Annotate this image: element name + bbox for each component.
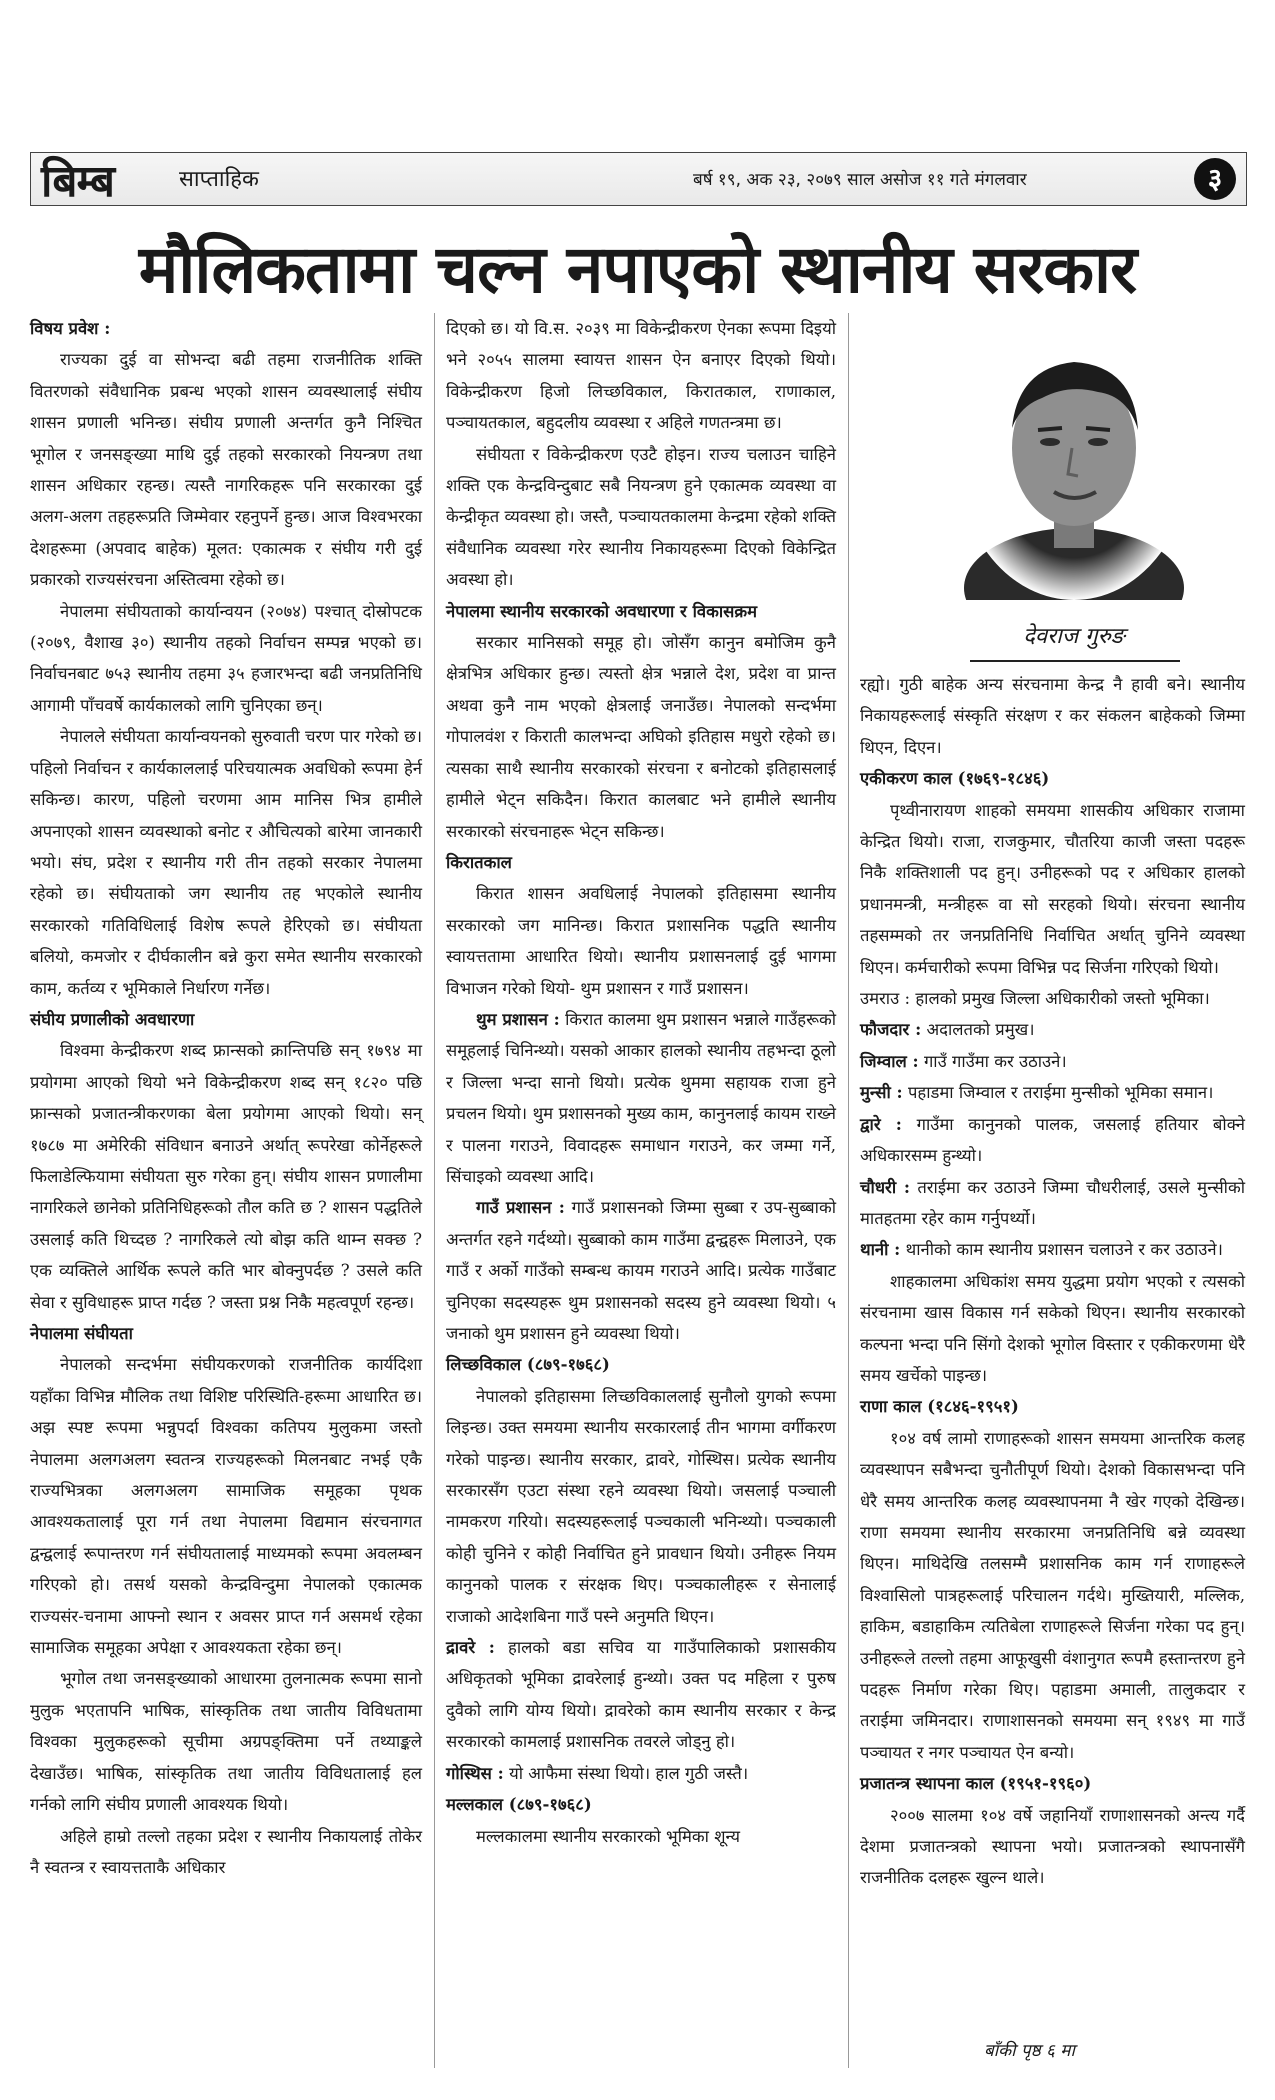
term-text: गाउँ गाउँमा कर उठाउने। xyxy=(923,1051,1067,1071)
paragraph: अहिले हाम्रो तल्लो तहका प्रदेश र स्थानीय निकायलाई तोकेर नै स्वतन्त्र र स्वायत्तताकै अधिकार xyxy=(30,1826,422,1877)
term-text: हालको बडा सचिव या गाउँपालिकाको प्रशासकीय अधिकृतको भूमिका द्रावरेलाई हुन्थ्यो। उक्त पद महिला र पुरुष दुवैको लागि योग्य थियो। द्रावरेको काम स्थानीय सरकार र केन्द्र सरकारको कामलाई प्रशासनिक तवरले जोड्नु हो। xyxy=(446,1638,836,1752)
paragraph-jimwal xyxy=(860,1046,1245,1077)
paragraph: राज्यका दुई वा सोभन्दा बढी तहमा राजनीतिक शक्ति वितरणको संवैधानिक प्रबन्ध भएको शासन व्यवस्थालाई संघीय शासन प्रणाली भनिन्छ। संघीय प्रणाली अन्तर्गत कुनै निश्चित भूगोल र जनसङ्ख्या माथि दुई तहको सरकारको नियन्त्रण तथा शासन अधिकार रहन्छ। त्यस्तै नागरिकहरू पनि सरकारका दुई अलग-अलग तहहरूप्रति जिम्मेवार रहनुपर्ने हुन्छ। आज विश्वभरका देशहरूमा (अपवाद बाहेक) मूलत: एकात्मक र संघीय गरी दुई प्रकारको राज्यसंरचना अस्तित्वमा रहेको छ। xyxy=(30,350,422,590)
column-divider xyxy=(848,313,849,2068)
paragraph: नेपालमा संघीयताको कार्यान्वयन (२०७४) पश्चात् दोस्रोपटक (२०७९, वैशाख ३०) स्थानीय तहको निर्वाचन सम्पन्न भएको छ। निर्वाचनबाट ७५३ स्थानीय तहमा ३५ हजारभन्दा बढी जनप्रतिनिधि आगामी पाँचवर्षे कार्यकालको लागि चुनिएका छन्। xyxy=(30,601,422,715)
section-heading-democracy: प्रजातन्त्र स्थापना काल (१९५१-१९६०) xyxy=(860,1773,1092,1794)
term-text: पहाडमा जिम्वाल र तराईमा मुन्सीको भूमिका समान। xyxy=(907,1083,1214,1103)
paragraph: मल्लकालमा स्थानीय सरकारको भूमिका शून्य xyxy=(476,1826,741,1846)
paragraph: नेपालको इतिहासमा लिच्छविकाललाई सुनौलो युगको रूपमा लिइन्छ। उक्त समयमा स्थानीय सरकारलाई तीन भागमा वर्गीकरण गरेको पाइन्छ। स्थानीय सरकार, द्रावरे, गोस्थिस। प्रत्येक स्थानीय सरकारसँग एउटा संस्था रहने व्यवस्था थियो। जसलाई पञ्चाली नामकरण गरियो। सदस्यहरूलाई पञ्चकाली भनिन्थ्यो। पञ्चकाली कोही चुनिने र कोही निर्वाचित हुने प्रावधान थियो। उनीहरू नियम कानुनको पालक र संरक्षक थिए। पञ्चकालीहरू र सेनालाई राजाको आदेशबिना गाउँ पस्ने अनुमति थिएन। xyxy=(446,1386,836,1626)
paragraph: उमराउ : हालको प्रमुख जिल्ला अधिकारीको जस्तो भूमिका। xyxy=(860,989,1210,1009)
term-label: गोस्थिस : xyxy=(446,1762,504,1783)
paragraph-faujdar xyxy=(860,1014,1245,1045)
term-text: तराईमा कर उठाउने जिम्मा चौधरीलाई, उसले मुन्सीको मातहतमा रहेर काम गर्नुपर्थ्यो। xyxy=(860,1177,1245,1228)
section-heading-intro: विषय प्रवेश : xyxy=(30,318,111,338)
paragraph-gaun xyxy=(446,1192,836,1349)
term-label: फौजदार : xyxy=(860,1019,922,1040)
section-heading-unification: एकीकरण काल (१७६९-१८४६) xyxy=(860,768,1050,789)
author-name: देवराज गुरुङ xyxy=(1023,624,1125,649)
paragraph: किरात शासन अवधिलाई नेपालको इतिहासमा स्थानीय सरकारको जग मानिन्छ। किरात प्रशासनिक पद्धति स्थानीय स्वायत्ततामा आधारित थियो। स्थानीय प्रशासनलाई दुई भागमा विभाजन गरेको थियो- थुम प्रशासन र गाउँ प्रशासन। xyxy=(446,884,836,998)
paper-type: साप्ताहिक xyxy=(179,167,259,192)
paragraph: शाहकालमा अधिकांश समय युद्धमा प्रयोग भएको र त्यसको संरचनामा खास विकास गर्न सकेको थिएन। स्थानीय सरकारको कल्पना भन्दा पनि सिंगो देशको भूगोल विस्तार र एकीकरणमा धेरै समय खर्चेको पाइन्छ। xyxy=(860,1271,1245,1385)
paragraph-dravare xyxy=(446,1632,836,1758)
paragraph: सरकार मानिसको समूह हो। जोसँग कानुन बमोजिम कुनै क्षेत्रभित्र अधिकार हुन्छ। त्यस्तो क्षेत्र भन्नाले देश, प्रदेश वा प्रान्त अथवा कुनै नाम भएको क्षेत्रलाई जनाउँछ। नेपालको सन्दर्भमा गोपालवंश र किराती कालभन्दा अघिको इतिहास मधुरो रहेको छ। त्यसका साथै स्थानीय सरकारको संरचना र बनोटको इतिहासलाई हामीले भेट्न सकिदैन। किरात कालबाट भने हामीले स्थानीय सरकारको संरचनाहरू भेट्न सकिन्छ। xyxy=(446,633,836,841)
paragraph-dware xyxy=(860,1109,1245,1172)
paragraph-thum xyxy=(446,1004,836,1192)
paragraph-gosthis xyxy=(446,1758,836,1789)
paragraph: २००७ सालमा १०४ वर्षे जहानियाँ राणाशासनको अन्त्य गर्दै देशमा प्रजातन्त्रको स्थापना भयो। प्रजातन्त्रको स्थापनासँगै राजनीतिक दलहरू खुल्न थाले। xyxy=(860,1805,1245,1888)
term-text: अदालतको प्रमुख। xyxy=(926,1020,1035,1040)
paragraph: पृथ्वीनारायण शाहको समयमा शासकीय अधिकार राजामा केन्द्रित थियो। राजा, राजकुमार, चौतरिया काजी जस्ता पदहरू निकै शक्तिशाली पद हुन्। उनीहरूको पद र अधिकार हालको प्रधानमन्त्री, मन्त्रीहरू वा सो सरहको थियो। संरचना स्थानीय तहसम्मको तर जनप्रतिनिधि निर्वाचित अर्थात् चुनिने व्यवस्था थिएन। कर्मचारीको रूपमा विभिन्न पद सिर्जना गरिएको थियो। xyxy=(860,800,1245,977)
section-heading-malla: मल्लकाल (८७९-१७६८) xyxy=(446,1794,592,1815)
paper-name: बिम्ब xyxy=(41,156,114,207)
term-text: गाउँमा कानुनको पालक, जसलाई हतियार बोक्ने अधिकारसम्म हुन्थ्यो। xyxy=(860,1114,1246,1166)
term-label: जिम्वाल : xyxy=(860,1050,919,1071)
paragraph: दिएको छ। यो वि.स. २०३९ मा विकेन्द्रीकरण ऐनका रूपमा दिइयो भने २०५५ सालमा स्वायत्त शासन ऐन बनाएर दिएको थियो। विकेन्द्रीकरण हिजो लिच्छविकाल, किरातकाल, राणाकाल, पञ्चायतकाल, बहुदलीय व्यवस्था र अहिले गणतन्त्रमा छ। xyxy=(446,319,836,433)
paragraph-chaudhari xyxy=(860,1172,1245,1235)
masthead xyxy=(30,152,1247,206)
section-heading-kirat: किरातकाल xyxy=(446,851,512,872)
term-label: चौधरी : xyxy=(860,1176,911,1197)
article-headline: मौलिकतामा चल्न नपाएको स्थानीय सरकार xyxy=(138,231,1137,308)
issue-date: बर्ष १९, अक २३, २०७९ साल असोज ११ गते मंगलवार xyxy=(693,170,1027,190)
paragraph: संघीयता र विकेन्द्रीकरण एउटै होइन। राज्य चलाउन चाहिने शक्ति एक केन्द्रविन्दुबाट सबै नियन्त्रण हुने एकात्मक व्यवस्था वा केन्द्रीकृत व्यवस्था हो। जस्तै, पञ्चायतकालमा केन्द्रमा रहेको शक्ति संवैधानिक व्यवस्था गरेर स्थानीय निकायहरूमा दिएको विकेन्द्रित अवस्था हो। xyxy=(446,444,836,590)
byline-rule xyxy=(970,660,1180,662)
column-2 xyxy=(446,313,836,1852)
paragraph: १०४ वर्ष लामो राणाहरूको शासन समयमा आन्तरिक कलह व्यवस्थापन सबैभन्दा चुनौतीपूर्ण थियो। देशको विकासभन्दा पनि धेरै समय आन्तरिक कलह व्यवस्थापनमा नै खेर गएको देखिन्छ। राणा समयमा स्थानीय सरकारमा जनप्रतिनिधि बन्ने व्यवस्था थिएन। माथिदेखि तलसम्मै प्रशासनिक काम गर्न राणाहरूले विश्वासिलो पात्रहरूलाई परिचालन गर्दथे। मुख्तियारी, मल्लिक, हाकिम, बडाहाकिम त्यतिबेला राणाहरूले सिर्जना गरेका पद हुन्। उनीहरूले तल्लो तहमा आफूखुसी वंशानुगत रूपमै हस्तान्तरण हुने पदहरू निर्माण गरेका थिए। पहाडमा अमाली, तालुकदार र तराईमा जमिनदार। राणाशासनको समयमा सन् १९४९ मा गाउँ पञ्चायत र नगर पञ्चायत ऐन बन्यो। xyxy=(860,1428,1245,1762)
column-divider xyxy=(434,313,435,2068)
term-label: मुन्सी : xyxy=(860,1082,903,1103)
section-heading-rana: राणा काल (१८४६-१९५१) xyxy=(860,1396,1019,1417)
section-heading-federalism-nepal: नेपालमा संघीयता xyxy=(30,1323,133,1343)
term-text: थानीको काम स्थानीय प्रशासन चलाउने र कर उठाउने। xyxy=(905,1240,1223,1260)
term-label: गाउँ प्रशासन : xyxy=(476,1197,565,1218)
column-1 xyxy=(30,313,422,1883)
continued-note: बाँकी पृष्ठ ६ मा xyxy=(984,2041,1075,2061)
term-label: द्रावरे : xyxy=(446,1637,495,1658)
term-text: किरात कालमा थुम प्रशासन भन्नाले गाउँहरूको समूहलाई चिनिन्थ्यो। यसको आकार हालको स्थानीय तहभन्दा ठूलो र जिल्ला भन्दा सानो थियो। प्रत्येक थुममा सहायक राजा हुने प्रचलन थियो। थुम प्रशासनको मुख्य काम, कानुनलाई कायम राख्ने र पालना गराउने, विवादहरू समाधान गराउने, कर जम्मा गर्ने, सिंचाइको व्यवस्था आदि। xyxy=(446,1009,837,1186)
term-label: द्वारे : xyxy=(860,1113,902,1134)
paragraph: नेपालको सन्दर्भमा संघीयकरणको राजनीतिक कार्यदिशा यहाँका विभिन्न मौलिक तथा विशिष्ट परिस्थिति-हरूमा आधारित छ। अझ स्पष्ट रूपमा भन्नुपर्दा विश्वका कतिपय मुलुकमा जस्तो नेपालमा अलगअलग स्वतन्त्र राज्यहरूको मिलनबाट नभई एकै राज्यभित्रका अलगअलग सामाजिक समूहका पृथक आवश्यकतालाई पूरा गर्न तथा नेपालमा विद्यमान संरचनागत द्वन्द्वलाई रूपान्तरण गर्न संघीयतालाई माध्यमको रूपमा अवलम्बन गरिएको हो। तसर्थ यसको केन्द्रविन्दुमा नेपालको एकात्मक राज्यसंर-चनामा आफ्नो स्थान र अवसर प्राप्त गर्न असमर्थ रहेका सामाजिक समूहका अपेक्षा र आवश्यकता रहेका छन्। xyxy=(30,1355,422,1658)
paragraph: विश्वमा केन्द्रीकरण शब्द फ्रान्सको क्रान्तिपछि सन् १७९४ मा प्रयोगमा आएको थियो भने विकेन्द्रीकरण शब्द सन् १८२० पछि फ्रान्सको प्रजातन्त्रीकरणका बेला प्रयोगमा आएको थियो। सन् १७८७ मा अमेरिकी संविधान बनाउने अर्थात् रूपरेखा कोर्नेहरूले फिलाडेल्फियामा संघीयता सुरु गरेका हुन्। संघीय शासन प्रणालीमा नागरिकले छानेको प्रतिनिधिहरूको तौल कति छ ? शासन पद्धतिले उसलाई कति थिच्दछ ? नागरिकले त्यो बोझ कति थाम्न सक्छ ? एक व्यक्तिले आर्थिक रूपले कति भार बोक्नुपर्दछ ? उसले कति सेवा र सुविधाहरू प्राप्त गर्दछ ? जस्ता प्रश्न निकै महत्वपूर्ण रहन्छ। xyxy=(30,1041,422,1312)
term-label: थुम प्रशासन : xyxy=(476,1008,560,1029)
paragraph: नेपालले संघीयता कार्यान्वयनको सुरुवाती चरण पार गरेको छ। पहिलो निर्वाचन र कार्यकाललाई परिचयात्मक अवधिको रूपमा हेर्न सकिन्छ। कारण, पहिलो चरणमा आम मानिस भित्र हामीले अपनाएको शासन व्यवस्थाको बनोट र औचित्यको बारेमा जानकारी भयो। संघ, प्रदेश र स्थानीय गरी तीन तहको सरकार नेपालमा रहेको छ। संघीयताको जग स्थानीय तह भएकोले स्थानीय सरकारको गतिविधिलाई विशेष रूपले हेरिएको छ। संघीयता बलियो, कमजोर र दीर्घकालीन बन्ने कुरा समेत स्थानीय सरकारको काम, कर्तव्य र भूमिकाले निर्धारण गर्नेछ। xyxy=(30,727,422,998)
paragraph-munshi xyxy=(860,1077,1245,1108)
term-text: गाउँ प्रशासनको जिम्मा सुब्बा र उप-सुब्बाको अन्तर्गत रहने गर्दथ्यो। सुब्बाको काम गाउँमा द्वन्द्वहरू मिलाउने, एक गाउँ र अर्को गाउँको सम्बन्ध कायम गराउने आदि। प्रत्येक गाउँबाट चुनिएका सदस्यहरू थुम प्रशासनको सदस्य हुने व्यवस्था थियो। ५ जनाको थुम प्रशासन हुने व्यवस्था थियो। xyxy=(446,1198,836,1343)
paragraph-thani xyxy=(860,1234,1245,1265)
paragraph: भूगोल तथा जनसङ्ख्याको आधारमा तुलनात्मक रूपमा सानो मुलुक भएतापनि भाषिक, सांस्कृतिक तथा जातीय विविधतामा विश्वका मुलुकहरूको सूचीमा अग्रपङ्क्तिमा पर्ने तथ्याङ्कले देखाउँछ। भाषिक, सांस्कृतिक तथा जातीय विविधतालाई हल गर्नको लागि संघीय प्रणाली आवश्यक थियो। xyxy=(30,1669,423,1815)
author-photo xyxy=(958,318,1190,600)
page-number: ३ xyxy=(1194,158,1236,200)
term-label: थानी : xyxy=(860,1239,901,1260)
column-3 xyxy=(860,669,1245,1894)
section-heading-local-government: नेपालमा स्थानीय सरकारको अवधारणा र विकासक्रम xyxy=(446,600,758,621)
section-heading-lichchhavi: लिच्छविकाल (८७९-१७६८) xyxy=(446,1354,610,1375)
section-heading-federal-concept: संघीय प्रणालीको अवधारणा xyxy=(30,1008,195,1029)
term-text: यो आफैमा संस्था थियो। हाल गुठी जस्तै। xyxy=(509,1763,749,1783)
paragraph: रह्यो। गुठी बाहेक अन्य संरचनामा केन्द्र नै हावी बने। स्थानीय निकायहरूलाई संस्कृति संरक्षण र कर संकलन बाहेकको जिम्मा थिएन, दिएन। xyxy=(860,675,1245,757)
